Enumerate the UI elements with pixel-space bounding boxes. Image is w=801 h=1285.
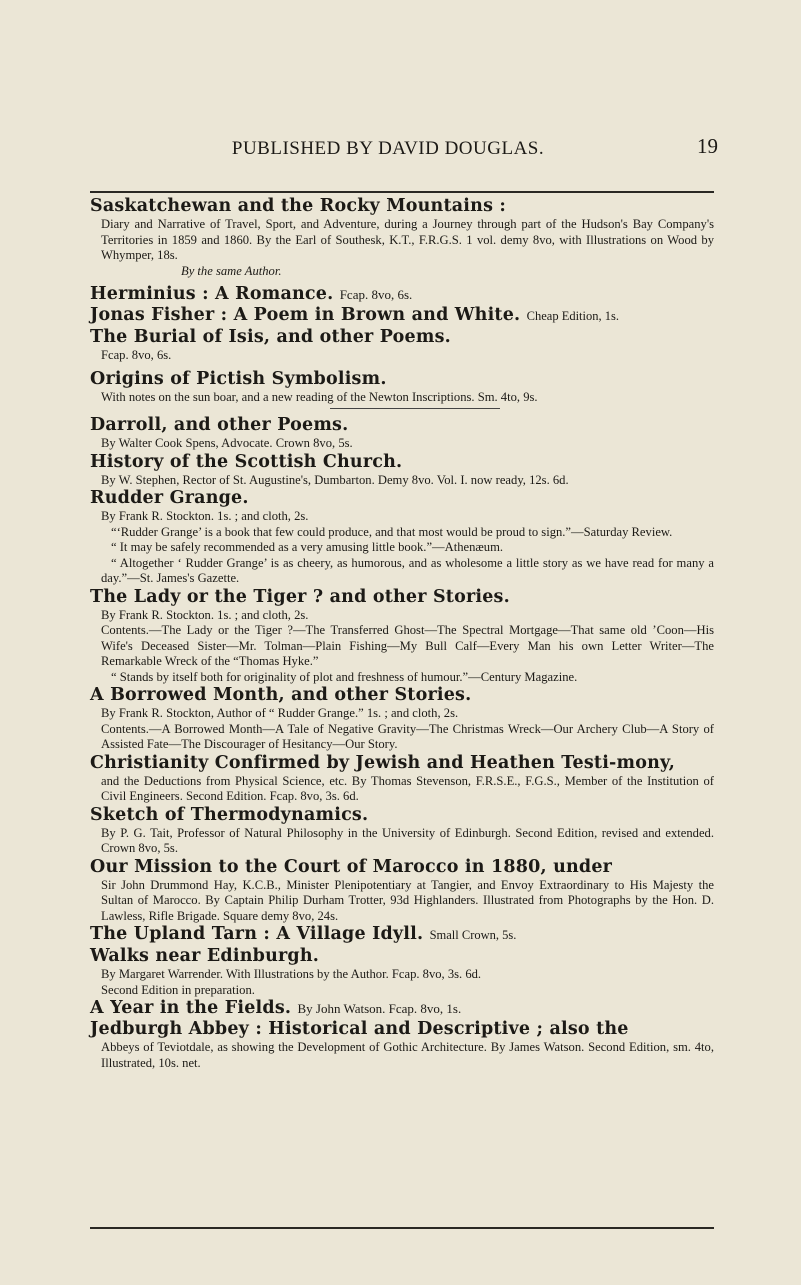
review-quote: “ It may be safely recommended as a very amusing little book.”—Athenæum.	[111, 540, 504, 554]
entry-title: Jedburgh Abbey : Historical and Descriptive ; also the	[90, 1019, 629, 1039]
entry-line: Sir John Drummond Hay, K.C.B., Minister Plenipotentiary at Tangier, and Envoy Extraordinary to His Majesty the Sultan of Marocco. By Captain Philip Durham Trotter, 93d Highlanders. Illustrated from Photographs by the Hon. D. Lawless, Rifle Brigade. Square demy 8vo, 24s.	[101, 877, 714, 923]
entry-description	[90, 390, 714, 406]
catalogue-entry	[90, 327, 714, 364]
entry-description	[90, 436, 714, 452]
page-number: 19	[697, 134, 718, 158]
entry-title: Rudder Grange.	[90, 488, 249, 508]
entry-description	[90, 826, 714, 857]
catalogue-entry	[90, 805, 714, 857]
entry-line: By W. Stephen, Rector of St. Augustine's, Dumbarton. Demy 8vo. Vol. I. now ready, 12s. 6d.	[101, 472, 569, 487]
entry-description	[90, 608, 714, 686]
entry-line: Abbeys of Teviotdale, as showing the Development of Gothic Architecture. By James Watson. Second Edition, sm. 4to, Illustrated, 10s. net.	[101, 1040, 714, 1070]
entry-title: Herminius : A Romance.	[90, 284, 334, 304]
entry-title: History of the Scottish Church.	[90, 451, 403, 472]
entry-line: By Frank R. Stockton. 1s. ; and cloth, 2s.	[101, 607, 309, 622]
entry-title: The Burial of Isis, and other Poems.	[90, 327, 451, 347]
entry-line: Second Edition in preparation.	[101, 982, 255, 997]
catalogue-entry	[90, 488, 714, 587]
entry-line: By P. G. Tait, Professor of Natural Philosophy in the University of Edinburgh. Second Edition, revised and extended. Crown 8vo, 5s.	[101, 825, 714, 855]
entry-title: Origins of Pictish Symbolism.	[90, 368, 387, 389]
page-header	[88, 120, 718, 160]
entry-line: and the Deductions from Physical Science, etc. By Thomas Stevenson, F.R.S.E., F.G.S., Member of the Institution of Civil Engineers. Second Edition. Fcap. 8vo, 3s. 6d.	[101, 773, 714, 803]
entry-description	[90, 473, 714, 489]
entry-line: By Margaret Warrender. With Illustrations by the Author. Fcap. 8vo, 3s. 6d.	[101, 967, 482, 981]
catalogue-entry	[90, 369, 714, 406]
running-head: PUBLISHED BY DAVID DOUGLAS.	[231, 138, 545, 159]
catalogue-entry	[90, 998, 714, 1019]
entry-note: Fcap. 8vo, 6s.	[339, 287, 413, 302]
entry-line: By Frank R. Stockton. 1s. ; and cloth, 2s.	[101, 509, 309, 523]
catalogue-entry	[90, 753, 714, 805]
contents-list: Contents.—The Lady or the Tiger ?—The Transferred Ghost—The Spectral Mortgage—That same old ’Coon—His Wife's Deceased Sister—Mr. Tolman—Plain Fishing—My Bull Calf—Every Man his own Letter Writer—The Remarkable Wreck of the “Thomas Hyke.”	[101, 623, 714, 668]
entry-title: A Year in the Fields.	[90, 998, 292, 1018]
entry-title: Christianity Confirmed by Jewish and Heathen Testi-mony,	[90, 752, 675, 773]
entry-title: The Lady or the Tiger ? and other Stories.	[90, 586, 510, 607]
entry-line: Diary and Narrative of Travel, Sport, and Adventure, during a Journey through part of the Hudson's Bay Company's Territories in 1859 and 1860. By the Earl of Southesk, K.T., F.R.G.S. 1 vol. demy 8vo, with Illustrations on Wood by Whymper, 18s.	[101, 217, 714, 262]
entry-title: Our Mission to the Court of Marocco in 1880, under	[90, 856, 613, 877]
entry-description	[90, 217, 714, 279]
catalogue-entry	[90, 284, 714, 305]
catalogue-entry	[90, 196, 714, 279]
entry-line: With notes on the sun boar, and a new reading of the Newton Inscriptions. Sm. 4to, 9s.	[101, 389, 538, 404]
entry-title: Saskatchewan and the Rocky Mountains :	[90, 196, 507, 216]
review-quote: “ Altogether ‘ Rudder Grange’ is as cheery, as humorous, and as wholesome a little story as we have read for many a day.”—St. James's Gazette.	[101, 555, 714, 585]
entry-title: Walks near Edinburgh.	[90, 946, 320, 966]
section-divider	[330, 408, 500, 409]
entry-description	[90, 1040, 714, 1071]
entry-title: Jonas Fisher : A Poem in Brown and White.	[90, 305, 521, 325]
entry-title: Darroll, and other Poems.	[90, 415, 349, 435]
entry-description	[90, 509, 714, 587]
entry-line: Fcap. 8vo, 6s.	[101, 348, 172, 362]
catalogue-list	[90, 196, 714, 1071]
catalogue-entry	[90, 415, 714, 452]
header-rule	[90, 191, 714, 193]
entry-title: Sketch of Thermodynamics.	[90, 804, 369, 825]
entry-description	[90, 878, 714, 925]
review-quote: “‘Rudder Grange’ is a book that few could produce, and that most would be proud to sign.”—Saturday Review.	[111, 524, 673, 539]
entry-line: By Walter Cook Spens, Advocate. Crown 8vo, 5s.	[101, 436, 353, 450]
entry-title: The Upland Tarn : A Village Idyll.	[90, 924, 424, 944]
entry-line: By Frank R. Stockton, Author of “ Rudder Grange.” 1s. ; and cloth, 2s.	[101, 706, 459, 720]
contents-list: Contents.—A Borrowed Month—A Tale of Negative Gravity—The Christmas Wreck—Our Archery Club—A Story of Assisted Fate—The Discourager of Hesitancy—Our Story.	[101, 721, 714, 751]
catalogue-entry	[90, 924, 714, 946]
entry-note: By John Watson. Fcap. 8vo, 1s.	[297, 1001, 462, 1016]
entry-description	[90, 706, 714, 753]
entry-description	[90, 774, 714, 805]
catalogue-entry	[90, 452, 714, 489]
entry-description	[90, 348, 714, 364]
entry-description	[90, 967, 714, 998]
entry-note: Cheap Edition, 1s.	[526, 309, 619, 323]
catalogue-entry	[90, 1019, 714, 1071]
entry-title: A Borrowed Month, and other Stories.	[90, 685, 472, 705]
catalogue-entry	[90, 305, 714, 327]
review-quote: “ Stands by itself both for originality of plot and freshness of humour.”—Century Magazine.	[111, 669, 578, 684]
footer-rule	[90, 1227, 714, 1229]
by-same-author: By the same Author.	[181, 263, 282, 278]
catalogue-entry	[90, 587, 714, 686]
catalogue-entry	[90, 946, 714, 998]
catalogue-entry	[90, 857, 714, 925]
entry-note: Small Crown, 5s.	[429, 928, 517, 942]
catalogue-entry	[90, 685, 714, 753]
